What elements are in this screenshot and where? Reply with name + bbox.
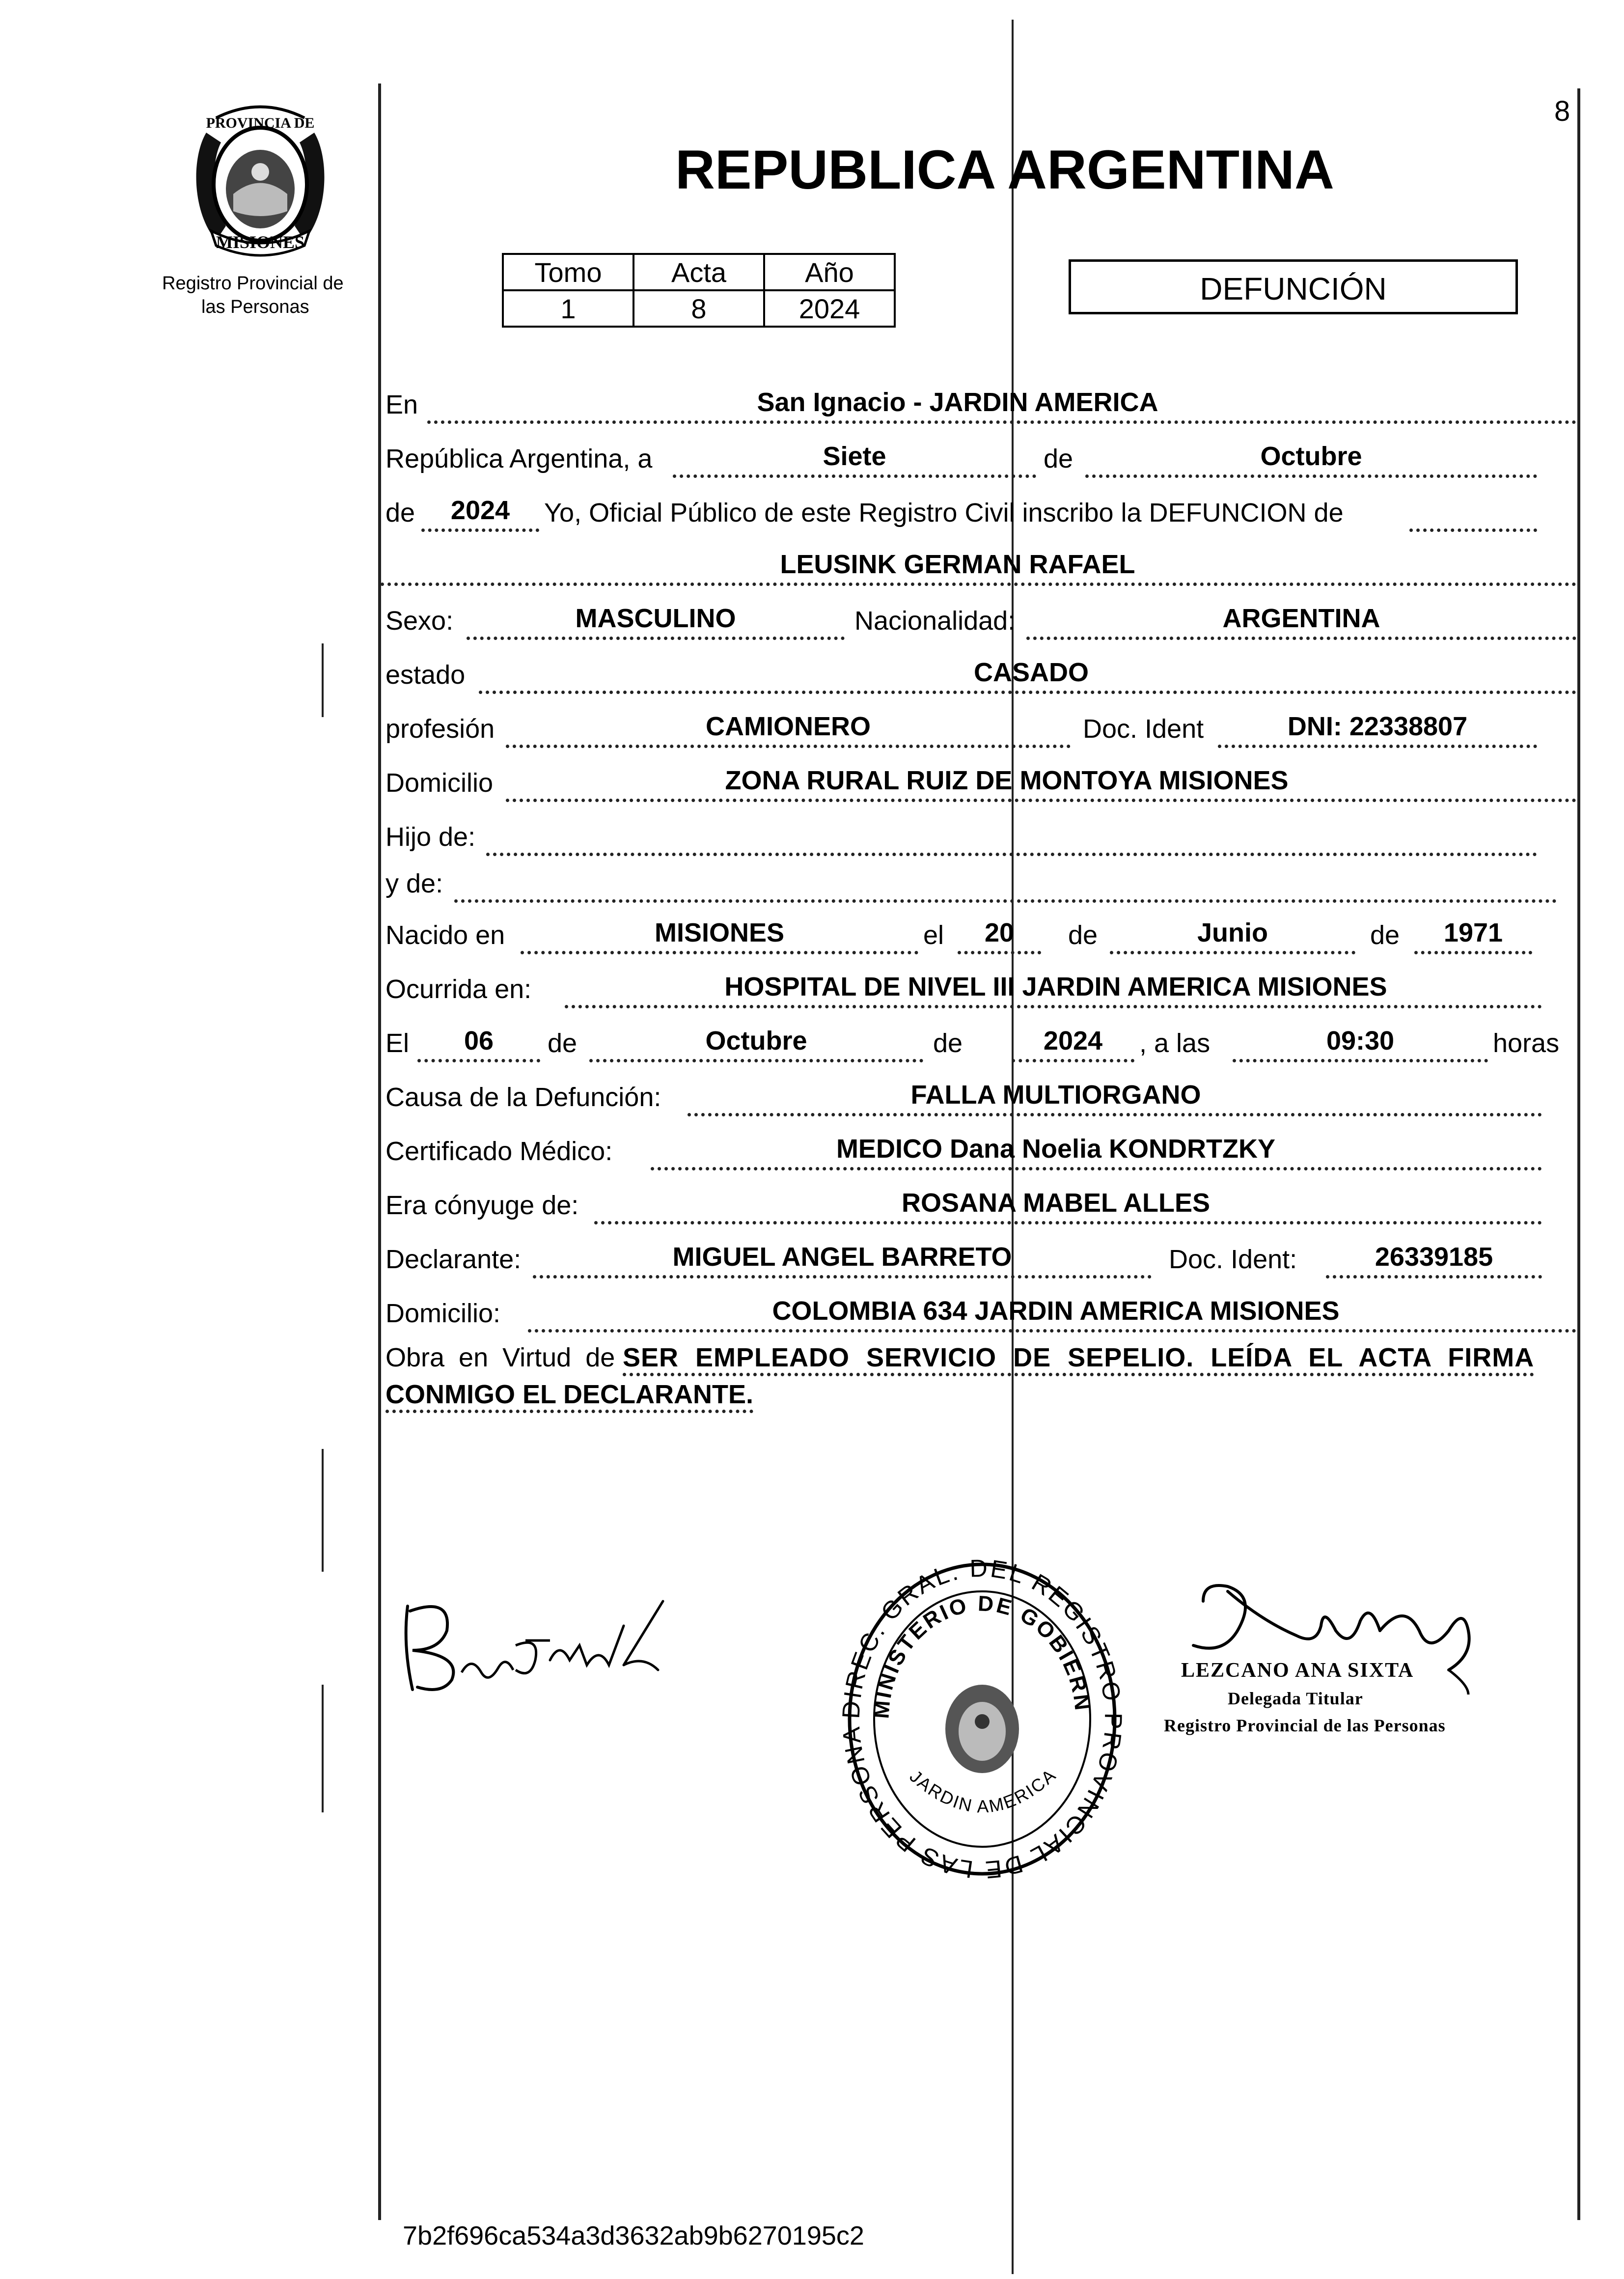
- en-label: En: [385, 390, 418, 419]
- birth-month-value: Junio: [1197, 918, 1268, 947]
- docident2-value: 26339185: [1375, 1242, 1493, 1272]
- acta-value: 8: [633, 290, 764, 327]
- death-day-value: 06: [464, 1026, 494, 1056]
- ocurrida-dotted-line: [565, 1005, 1542, 1008]
- hijo-label: Hijo de:: [385, 822, 476, 852]
- de-label: de: [1044, 444, 1073, 473]
- yde-label: y de:: [385, 869, 443, 898]
- nacionalidad-dotted-line: [1026, 637, 1576, 640]
- day-value: Siete: [823, 442, 886, 471]
- certificado-value: MEDICO Dana Noelia KONDRTZKY: [836, 1134, 1276, 1164]
- conyuge-label: Era cónyuge de:: [385, 1191, 579, 1220]
- svg-text:MISIONES: MISIONES: [216, 232, 305, 252]
- institution-name-line1: Registro Provincial de: [162, 273, 344, 294]
- causa-dotted-line: [688, 1113, 1542, 1116]
- anio-value: 2024: [764, 290, 895, 327]
- official-title: Delegada Titular: [1228, 1689, 1363, 1708]
- birthmonth-dotted-line: [1110, 951, 1355, 954]
- domicilio-label: Domicilio: [385, 768, 494, 798]
- scan-line-margin-3: [322, 1685, 324, 1812]
- nacionalidad-value: ARGENTINA: [1222, 604, 1380, 633]
- deceased-name: LEUSINK GERMAN RAFAEL: [780, 550, 1135, 579]
- domicilio-value: ZONA RURAL RUIZ DE MONTOYA MISIONES: [725, 766, 1289, 795]
- deathtime-dotted-line: [1233, 1059, 1488, 1062]
- alas-label: , a las: [1139, 1028, 1211, 1058]
- hijo-dotted-line: [486, 853, 1537, 856]
- certificado-label: Certificado Médico:: [385, 1137, 613, 1166]
- declarante-label: Declarante:: [385, 1245, 522, 1274]
- scan-line-margin-2: [322, 1449, 324, 1572]
- tomo-header: Tomo: [503, 254, 633, 290]
- birth-year-value: 1971: [1443, 918, 1503, 947]
- scan-line-left: [378, 83, 381, 2220]
- year-dotted-line: [421, 528, 539, 532]
- de5-label: de: [548, 1028, 578, 1058]
- profesion-value: CAMIONERO: [706, 712, 871, 741]
- docident2-label: Doc. Ident:: [1169, 1245, 1297, 1274]
- causa-value: FALLA MULTIORGANO: [910, 1080, 1201, 1110]
- docident-label: Doc. Ident: [1083, 714, 1204, 744]
- scan-line-right: [1577, 88, 1580, 2220]
- docident-dotted-line: [1218, 745, 1537, 748]
- estado-dotted-line: [479, 691, 1576, 694]
- obra-value-line2: CONMIGO EL DECLARANTE.: [385, 1381, 753, 1413]
- declarante-value: MIGUEL ANGEL BARRETO: [672, 1242, 1012, 1272]
- domicilio-dotted-line: [506, 799, 1576, 802]
- estado-value: CASADO: [973, 658, 1089, 687]
- estado-label: estado: [385, 660, 466, 690]
- horas-label: horas: [1493, 1028, 1560, 1058]
- stamp-bottom-text: JARDIN AMERICA: [906, 1764, 1061, 1817]
- page-number: 8: [1554, 95, 1570, 127]
- stamp-outer-text: DIREC. GRAL. DEL REGISTRO PROVINCIAL DE LAS PERSONA: [837, 1554, 1128, 1884]
- en-value: San Ignacio - JARDIN AMERICA: [757, 388, 1158, 417]
- yde-dotted-line: [454, 899, 1557, 903]
- obra-value-line1: SER EMPLEADO SERVICIO DE SEPELIO. LEÍDA EL ACTA FIRMA: [623, 1344, 1534, 1376]
- birthyear-dotted-line: [1414, 951, 1532, 954]
- docident-value: DNI: 22338807: [1287, 712, 1468, 741]
- tomo-value: 1: [503, 290, 633, 327]
- name-dotted-line: [381, 583, 1576, 586]
- de6-label: de: [933, 1028, 963, 1058]
- official-office: Registro Provincial de las Personas: [1164, 1716, 1446, 1735]
- domicilio2-dotted-line: [528, 1329, 1576, 1333]
- coat-of-arms-emblem: [187, 98, 334, 260]
- deathday-dotted-line: [417, 1059, 540, 1062]
- de2-label: de: [385, 498, 415, 528]
- domicilio2-label: Domicilio:: [385, 1299, 501, 1328]
- death-time-value: 09:30: [1326, 1026, 1395, 1056]
- svg-text:PROVINCIA DE: PROVINCIA DE: [206, 115, 315, 131]
- anio-header: Año: [764, 254, 895, 290]
- en-dotted-line: [427, 420, 1576, 424]
- sexo-label: Sexo:: [385, 606, 454, 636]
- official-name: LEZCANO ANA SIXTA: [1181, 1659, 1414, 1682]
- nacido-value: MISIONES: [654, 918, 785, 947]
- conyuge-value: ROSANA MABEL ALLES: [901, 1188, 1210, 1218]
- inscribo-text: Yo, Oficial Público de este Registro Civil inscribo la DEFUNCION de: [544, 498, 1344, 528]
- declarante-dotted-line: [533, 1275, 1152, 1278]
- sexo-dotted-line: [467, 637, 845, 640]
- birthday-dotted-line: [958, 951, 1041, 954]
- nacido-dotted-line: [521, 951, 918, 954]
- birth-day-value: 20: [984, 918, 1015, 947]
- page-title: REPUBLICA ARGENTINA: [675, 139, 1334, 200]
- ocurrida-label: Ocurrida en:: [385, 974, 532, 1004]
- stamp-inner-text: MINISTERIO DE GOBIERN: [869, 1591, 1095, 1720]
- year-value: 2024: [450, 496, 510, 525]
- profesion-dotted-line: [506, 745, 1071, 748]
- el2-label: El: [385, 1028, 410, 1058]
- death-month-value: Octubre: [705, 1026, 807, 1056]
- de3-label: de: [1068, 920, 1098, 950]
- record-type-box: DEFUNCIÓN: [1069, 259, 1518, 314]
- nacionalidad-label: Nacionalidad:: [854, 606, 1016, 636]
- month-dotted-line: [1085, 474, 1537, 478]
- de4-label: de: [1370, 920, 1400, 950]
- rep-label: República Argentina, a: [385, 444, 653, 473]
- scan-line-margin-1: [322, 643, 324, 717]
- docident2-dotted-line: [1326, 1275, 1542, 1278]
- acta-header: Acta: [633, 254, 764, 290]
- causa-label: Causa de la Defunción:: [385, 1083, 661, 1112]
- declarant-signature: [393, 1586, 673, 1704]
- sexo-value: MASCULINO: [575, 604, 736, 633]
- certificado-dotted-line: [651, 1167, 1542, 1170]
- ocurrida-value: HOSPITAL DE NIVEL III JARDIN AMERICA MISIONES: [724, 972, 1387, 1001]
- inscribo-dotted-line: [1409, 528, 1537, 532]
- el-label: el: [923, 920, 944, 950]
- deathmonth-dotted-line: [589, 1059, 923, 1062]
- document-hash: 7b2f696ca534a3d3632ab9b6270195c2: [403, 2221, 864, 2251]
- nacido-label: Nacido en: [385, 920, 505, 950]
- obra-label: Obra en Virtud de: [385, 1343, 615, 1372]
- domicilio2-value: COLOMBIA 634 JARDIN AMERICA MISIONES: [772, 1296, 1340, 1326]
- profesion-label: profesión: [385, 714, 495, 744]
- institution-name-line2: las Personas: [201, 297, 309, 317]
- deathyear-dotted-line: [1012, 1059, 1134, 1062]
- official-registry-stamp: [835, 1542, 1129, 1896]
- month-value: Octubre: [1260, 442, 1362, 471]
- record-reference-table: [502, 253, 896, 328]
- conyuge-dotted-line: [594, 1221, 1542, 1224]
- death-year-value: 2024: [1043, 1026, 1103, 1056]
- day-dotted-line: [673, 474, 1036, 478]
